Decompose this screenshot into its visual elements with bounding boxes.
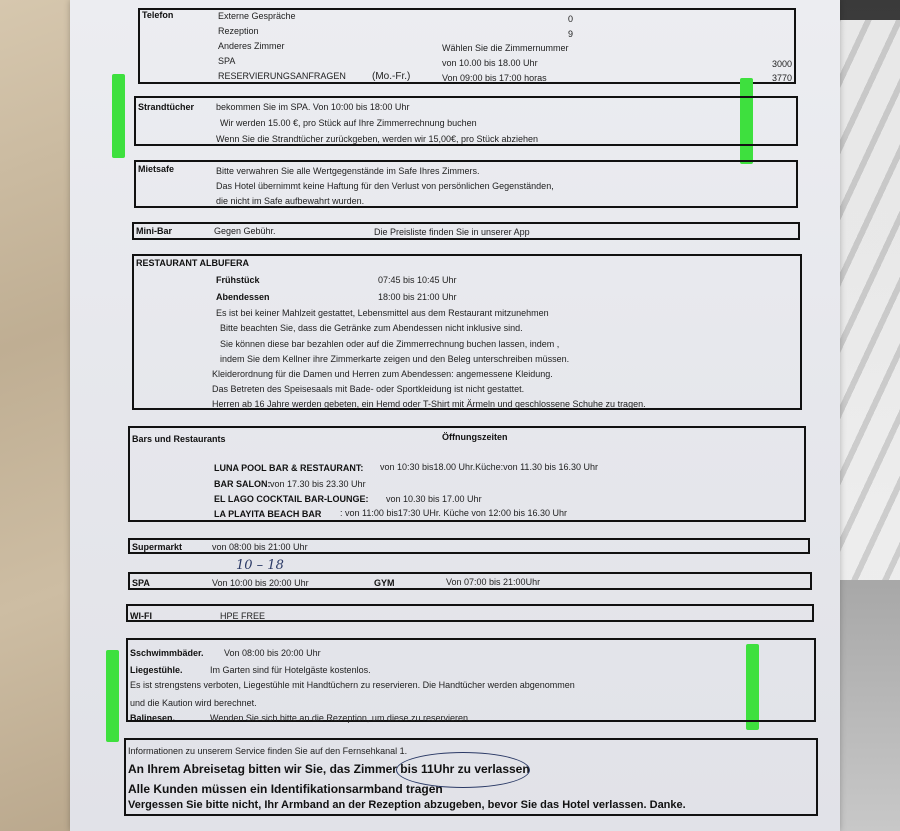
gym-label: GYM <box>374 578 395 588</box>
liege-label: Liegestühle. <box>130 665 183 675</box>
spa-text: Von 10:00 bis 20:00 Uhr <box>212 578 309 588</box>
strand-line-0: bekommen Sie im SPA. Von 10:00 bis 18:00 Uhr <box>216 102 410 112</box>
bar-hours-2: von 10.30 bis 17.00 Uhr <box>386 494 482 504</box>
bars-hours-title: Öffnungszeiten <box>442 432 508 442</box>
highlighter-mark-left-bottom <box>106 650 119 742</box>
telefon-title: Telefon <box>142 10 174 20</box>
gym-text: Von 07:00 bis 21:00Uhr <box>446 577 541 587</box>
pool-section <box>126 638 816 722</box>
telefon-info-3: von 10.00 bis 18.00 Uhr <box>442 58 538 68</box>
abendessen-label: Abendessen <box>216 292 270 302</box>
supermarkt-title: Supermarkt <box>132 542 183 552</box>
info-sheet <box>70 0 840 831</box>
bar-name-0: LUNA POOL BAR & RESTAURANT: <box>214 463 364 473</box>
spa-section <box>128 572 812 590</box>
bar-name-2: EL LAGO COCKTAIL BAR-LOUNGE: <box>214 494 369 504</box>
handwritten-circle <box>396 752 530 788</box>
telefon-label-2: Anderes Zimmer <box>218 41 285 51</box>
handwritten-note: 10 – 18 <box>236 558 284 573</box>
fruehstueck-label: Frühstück <box>216 275 260 285</box>
telefon-label-3: SPA <box>218 56 236 66</box>
bar-name-1: BAR SALON: <box>214 479 271 489</box>
restaurant-line-2: Sie können diese bar bezahlen oder auf die Zimmerrechnung buchen lassen, indem , <box>220 339 560 349</box>
info-line-0: An Ihrem Abreisetag bitten wir Sie, das Zimmer bis 11Uhr zu verlassen <box>128 762 530 776</box>
restaurant-line-4: Kleiderordnung für die Damen und Herren zum Abendessen: angemessene Kleidung. <box>212 369 553 379</box>
telefon-number-4: 3770 <box>772 73 793 83</box>
wifi-title: WI-FI <box>130 611 152 621</box>
telefon-number-3: 3000 <box>772 59 793 69</box>
bars-section <box>128 426 806 522</box>
liege-text: Im Garten sind für Hotelgäste kostenlos. <box>210 665 371 675</box>
restaurant-line-3: indem Sie dem Kellner ihre Zimmerkarte zeigen und den Beleg unterschreiben müssen. <box>220 354 570 364</box>
telefon-info-2: Wählen Sie die Zimmernummer <box>442 43 569 53</box>
restaurant-line-5: Das Betreten des Speisesaals mit Bade- oder Sportkleidung ist nicht gestattet. <box>212 384 525 394</box>
strand-title: Strandtücher <box>138 102 195 112</box>
restaurant-line-0: Es ist bei keiner Mahlzeit gestattet, Lebensmittel aus dem Restaurant mitzunehmen <box>216 308 549 318</box>
mietsafe-line-2: die nicht im Safe aufbewahrt wurden. <box>216 196 365 206</box>
minibar-section <box>132 222 800 240</box>
bali-label: Balinesen. <box>130 713 176 723</box>
restaurant-line-6: Herren ab 16 Jahre werden gebeten, ein Hemd oder T-Shirt mit Ärmeln und geschlossene Schuhe zu tragen. <box>212 399 646 409</box>
telefon-section <box>138 8 796 84</box>
wifi-text: HPE FREE <box>220 611 266 621</box>
telefon-number-0: 0 <box>568 14 574 24</box>
fruehstueck-time: 07:45 bis 10:45 Uhr <box>378 275 457 285</box>
pool-line-1: und die Kaution wird berechnet. <box>130 698 257 708</box>
telefon-label-4: RESERVIERUNGSANFRAGEN <box>218 71 346 81</box>
strand-line-1: Wir werden 15.00 €, pro Stück auf Ihre Zimmerrechnung buchen <box>220 118 477 128</box>
telefon-extra-4: (Mo.-Fr.) <box>372 71 411 82</box>
telefon-label-0: Externe Gespräche <box>218 11 296 21</box>
abendessen-time: 18:00 bis 21:00 Uhr <box>378 292 457 302</box>
highlighter-mark-left-top <box>112 74 125 158</box>
bars-title: Bars und Restaurants <box>132 434 226 444</box>
telefon-number-1: 9 <box>568 29 574 39</box>
info-line-1: Alle Kunden müssen ein Identifikationsarmband tragen <box>128 782 443 796</box>
pool-line-0: Es ist strengstens verboten, Liegestühle mit Handtüchern zu reservieren. Die Handtücher werden abgenommen <box>130 680 575 690</box>
mietsafe-section <box>134 160 798 208</box>
info-line-2: Vergessen Sie bitte nicht, Ihr Armband an der Rezeption abzugeben, bevor Sie das Hotel verlassen. Danke. <box>128 799 686 811</box>
strand-section <box>134 96 798 146</box>
supermarkt-text: von 08:00 bis 21:00 Uhr <box>212 542 308 552</box>
bali-text: Wenden Sie sich bitte an die Rezeption, um diese zu reservieren. <box>210 713 471 723</box>
minibar-note: Die Preisliste finden Sie in unserer App <box>374 227 530 237</box>
minibar-title: Mini-Bar <box>136 226 172 236</box>
pool-title: Sschwimmbäder. <box>130 648 204 658</box>
restaurant-title: RESTAURANT ALBUFERA <box>136 258 249 268</box>
restaurant-section <box>132 254 802 410</box>
bar-name-3: LA PLAYITA BEACH BAR <box>214 509 322 519</box>
pool-title-text: Von 08:00 bis 20:00 Uhr <box>224 648 321 658</box>
strand-line-2: Wenn Sie die Strandtücher zurückgeben, werden wir 15,00€, pro Stück abziehen <box>216 134 539 144</box>
info-small: Informationen zu unserem Service finden Sie auf den Fernsehkanal 1. <box>128 746 408 756</box>
minibar-text: Gegen Gebühr. <box>214 226 276 236</box>
mietsafe-line-0: Bitte verwahren Sie alle Wertgegenstände im Safe Ihres Zimmers. <box>216 166 480 176</box>
restaurant-line-1: Bitte beachten Sie, dass die Getränke zum Abendessen nicht inklusive sind. <box>220 323 523 333</box>
bar-hours-3: : von 11:00 bis17:30 UHr. Küche von 12:00 bis 16.30 Uhr <box>340 508 567 518</box>
mietsafe-title: Mietsafe <box>138 164 175 174</box>
telefon-label-1: Rezeption <box>218 26 259 36</box>
mietsafe-line-1: Das Hotel übernimmt keine Haftung für den Verlust von persönlichen Gegenständen, <box>216 181 554 191</box>
spa-title: SPA <box>132 578 150 588</box>
wifi-section <box>126 604 814 622</box>
supermarkt-section <box>128 538 810 554</box>
bar-hours-1: von 17.30 bis 23.30 Uhr <box>270 479 366 489</box>
bar-hours-0: von 10:30 bis18.00 Uhr.Küche:von 11.30 bis 16.30 Uhr <box>380 462 598 472</box>
telefon-info-4: Von 09:00 bis 17:00 horas <box>442 73 547 83</box>
